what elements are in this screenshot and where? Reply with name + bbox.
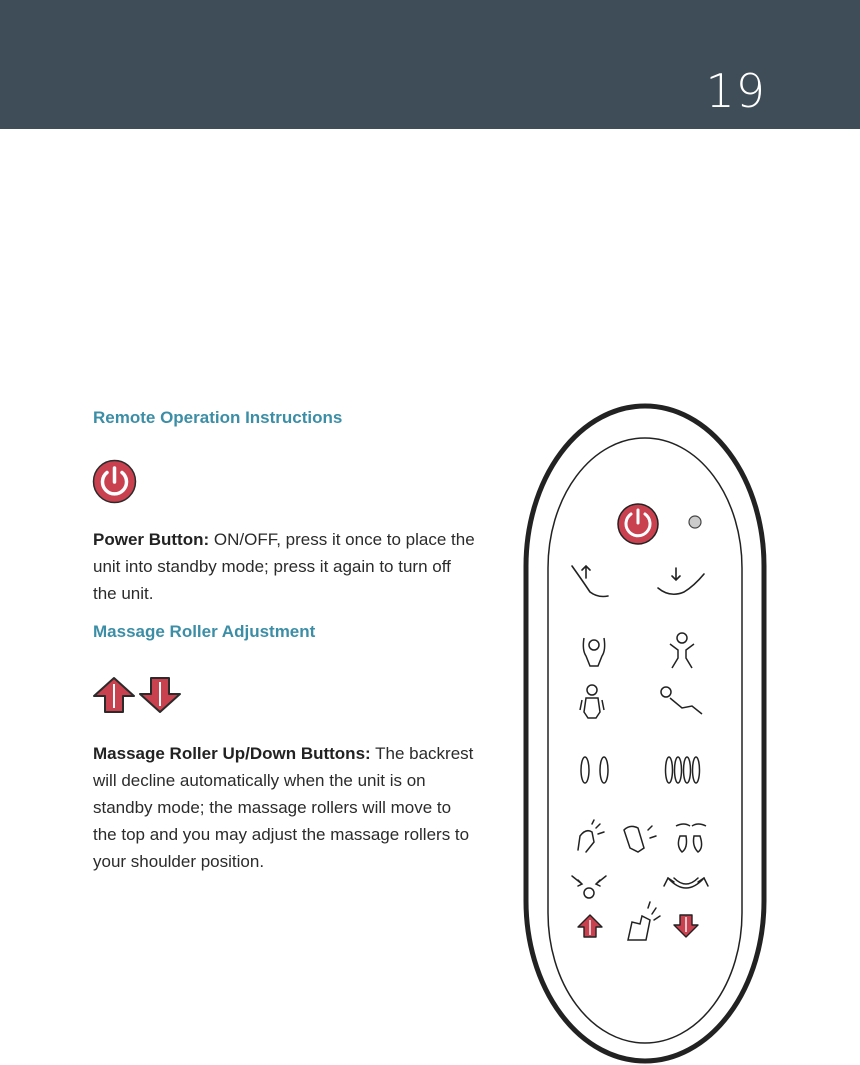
power-button-label: Power Button:: [93, 530, 210, 549]
section-heading-remote: Remote Operation Instructions: [93, 408, 343, 427]
section-heading-roller: Massage Roller Adjustment: [93, 622, 316, 641]
power-button-text: ON/OFF, press it once to place the unit into standby mode; press it again to turn off the unit.: [93, 530, 475, 603]
header-band: [0, 0, 860, 129]
page-number: 19: [705, 64, 766, 118]
arrow-up-icon: [92, 676, 136, 714]
roller-button-label: Massage Roller Up/Down Buttons:: [93, 744, 371, 763]
remote-control-illustration: [520, 400, 780, 1065]
roller-button-text: The backrest will decline automatically when the unit is on standby mode; the massage rollers will move to the top and you may adjust the massage rollers to your shoulder position.: [93, 744, 474, 871]
power-icon: [92, 459, 137, 504]
indicator-light: [689, 516, 701, 528]
roller-button-description: [93, 740, 478, 875]
remote-power-icon: [618, 504, 658, 544]
power-button-description: [93, 526, 478, 607]
arrow-down-icon: [138, 676, 182, 714]
